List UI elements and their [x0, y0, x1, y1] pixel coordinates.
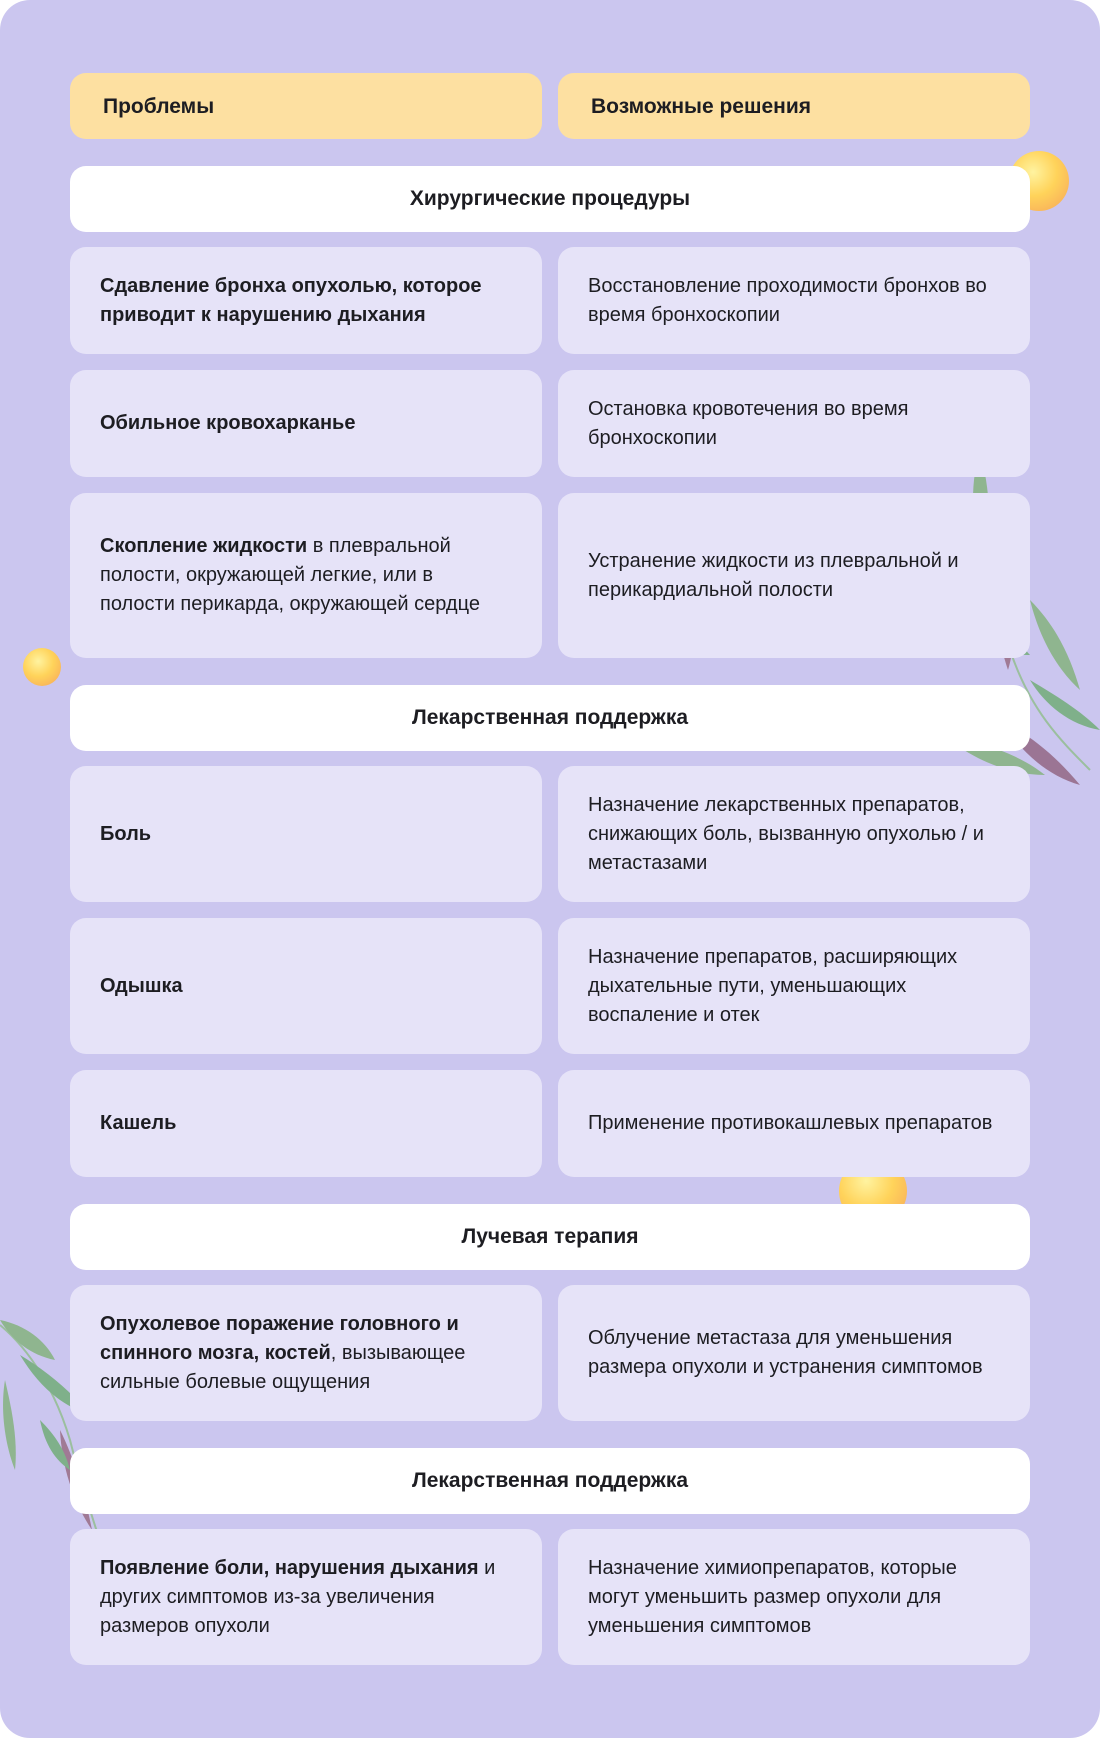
problem-cell: [70, 1070, 542, 1177]
solution-cell: [558, 766, 1030, 902]
problem-bold-text: Боль: [100, 822, 152, 845]
solution-cell: [558, 918, 1030, 1054]
section-title-label: Лучевая терапия: [461, 1225, 639, 1248]
section-title-label: Лекарственная поддержка: [411, 706, 689, 729]
problem-cell: [70, 247, 542, 354]
header-problems: [70, 73, 542, 139]
solution-text: Облучение метастаза для уменьшения размера опухоли и устранения симптомов: [588, 1327, 983, 1378]
problem-bold-text: Опухолевое поражение головного и спинного мозга, костей: [100, 1312, 459, 1364]
section-title-label: Лекарственная поддержка: [411, 1469, 689, 1492]
problem-cell: [70, 766, 542, 902]
problem-bold-text: Появление боли, нарушения дыхания: [100, 1556, 479, 1579]
section-title-chemotherapy: [70, 1448, 1030, 1514]
problem-cell: [70, 370, 542, 477]
solution-text: Устранение жидкости из плевральной и перикардиальной полости: [588, 549, 959, 601]
header-solutions: [558, 73, 1030, 139]
header-solutions-label: Возможные решения: [591, 94, 811, 118]
problem-cell: [70, 493, 542, 658]
header-problems-label: Проблемы: [103, 94, 215, 118]
problem-bold-text: Одышка: [100, 974, 183, 997]
decorative-ball-left: [23, 648, 61, 686]
problem-bold-text: Скопление жидкости: [100, 535, 308, 557]
problem-bold-text: Обильное кровохарканье: [100, 412, 356, 434]
solution-cell: [558, 247, 1030, 354]
section-title-radiation: [70, 1204, 1030, 1270]
section-title-label: Хирургические процедуры: [409, 187, 691, 210]
problem-cell: [70, 1529, 542, 1665]
solution-cell: [558, 370, 1030, 477]
problem-text: в плевральной полости, окружающей легкие, или в полости перикарда, окружающей сердце: [100, 535, 480, 615]
section-title-medication: [70, 685, 1030, 751]
solution-text: Применение противокашлевых препаратов: [588, 1112, 993, 1134]
problem-cell: [70, 918, 542, 1054]
solution-cell: [558, 1529, 1030, 1665]
solution-text: Назначение лекарственных препаратов, снижающих боль, вызванную опухолью / и метастазами: [588, 793, 984, 874]
problem-bold-text: Сдавление бронха опухолью, которое приводит к нарушению дыхания: [100, 274, 482, 326]
problem-text: и других симптомов из-за увеличения размеров опухоли: [100, 1556, 496, 1637]
solution-cell: [558, 1070, 1030, 1177]
solution-text: Остановка кровотечения во время бронхоскопии: [588, 397, 909, 449]
problem-cell: [70, 1285, 542, 1421]
problem-text: , вызывающее сильные болевые ощущения: [100, 1341, 466, 1393]
solution-text: Назначение химиопрепаратов, которые могут уменьшить размер опухоли для уменьшения симптомов: [588, 1556, 957, 1637]
section-title-surgery: [70, 166, 1030, 232]
solution-text: Восстановление проходимости бронхов во время бронхоскопии: [588, 274, 987, 326]
problem-bold-text: Кашель: [100, 1112, 177, 1134]
solution-cell: [558, 1285, 1030, 1421]
solution-cell: [558, 493, 1030, 658]
solution-text: Назначение препаратов, расширяющих дыхательные пути, уменьшающих воспаление и отек: [588, 945, 958, 1026]
